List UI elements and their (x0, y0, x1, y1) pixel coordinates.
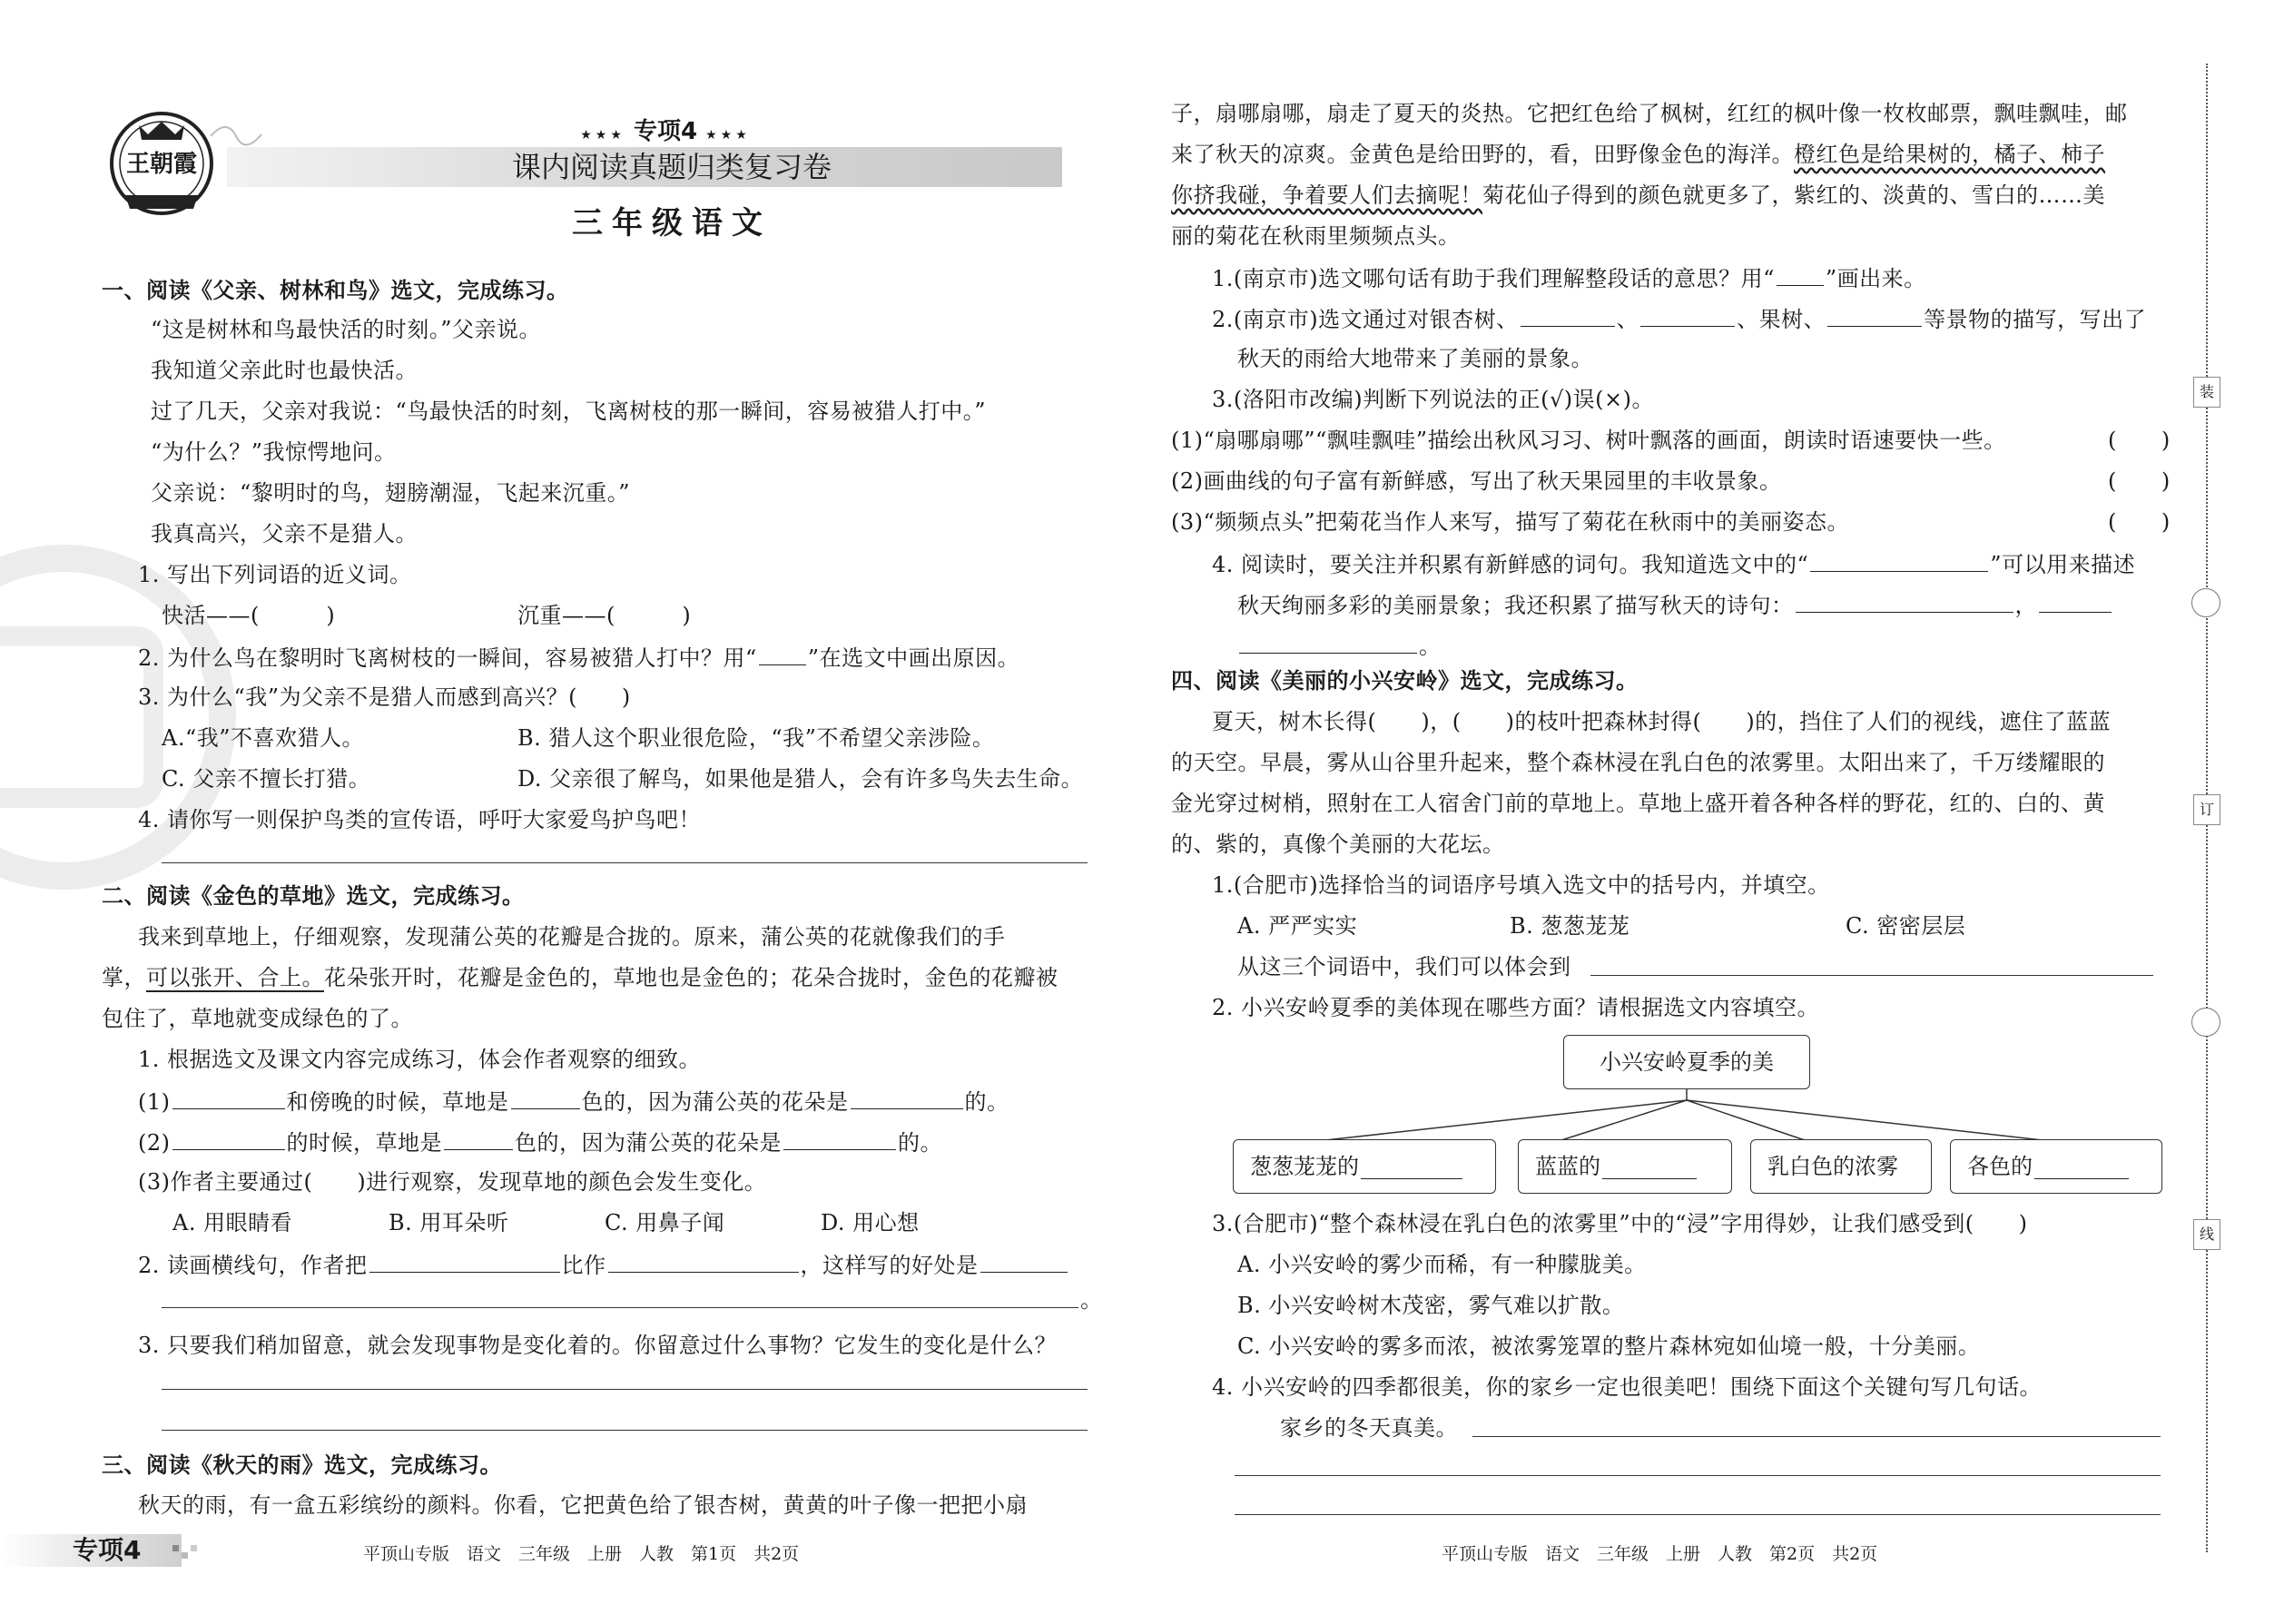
s3-q2-blank-c[interactable] (1827, 302, 1922, 327)
s2-q1-1-text-c: 的。 (964, 1089, 1009, 1115)
s3-q1-underline-sample (1777, 261, 1824, 286)
section-4-heading: 四、阅读《美丽的小兴安岭》选文，完成练习。 (1171, 668, 1639, 694)
s2-para-2-start: 掌， (102, 965, 146, 990)
s3-q2-text-b: 、 (1616, 307, 1639, 332)
s3-q3-statement-3: (3)“频频点头”把菊花当作人来写，描写了菊花在秋雨中的美丽姿态。 (1171, 509, 1850, 535)
s2-q2-blank-a[interactable] (369, 1248, 560, 1273)
s2-para-2-rest: 花朵张开时，花瓣是金色的，草地也是金色的；花朵合拢时，金色的花瓣被 (324, 965, 1058, 990)
s1-question-4: 4. 请你写一则保护鸟类的宣传语，呼吁大家爱鸟护鸟吧！ (138, 807, 702, 832)
s3-q3-statement-1: (1)“扇哪扇哪”“飘哇飘哇”描绘出秋风习习、树叶飘落的画面，朗读时语速要快一些。 (1171, 428, 2006, 453)
s4-q1-option-a[interactable]: A. 严严实实 (1237, 913, 1358, 939)
subject-title: 三年级语文 (572, 205, 772, 241)
section-1-heading: 一、阅读《父亲、树林和鸟》选文，完成练习。 (102, 278, 569, 303)
logo-text: 王朝霞 (125, 151, 197, 178)
diagram-root-box (1563, 1035, 1810, 1089)
s2-q1-1-blank-b[interactable] (511, 1085, 580, 1109)
s1-para-2: 我知道父亲此时也最快活。 (151, 358, 418, 383)
s2-q1-3-option-c[interactable]: C. 用鼻子闻 (605, 1210, 725, 1235)
diagram-box-1-blank[interactable] (1361, 1155, 1462, 1179)
s1-para-3: 过了几天，父亲对我说：“鸟最快活的时刻，飞离树枝的那一瞬间，容易被猎人打中。” (151, 399, 987, 424)
footer-right: 平顶山专版 语文 三年级 上册 人教 第2页 共2页 (1442, 1544, 1878, 1564)
s3-q1-text-a: 1.(南京市)选文哪句话有助于我们理解整段话的意思？用“ (1212, 266, 1775, 291)
section-2-heading: 二、阅读《金色的草地》选文，完成练习。 (102, 883, 525, 909)
s1-question-2 (138, 641, 1019, 674)
s2-para-1: 我来到草地上，仔细观察，发现蒲公英的花瓣是合拢的。原来，蒲公英的花就像我们的手 (138, 924, 1006, 950)
s2-q2-end: 。 (1080, 1287, 1103, 1313)
s3-wavy-sentence-a: 橙红色是给果树的，橘子、柿子 (1794, 142, 2105, 167)
s1-q3-option-a[interactable]: A.“我”不喜欢猎人。 (162, 725, 364, 751)
s3-wavy-sentence-b: 你挤我碰，争着要人们去摘呢！ (1171, 182, 1482, 208)
s3-para-5: 丽的菊花在秋雨里频频点头。 (1171, 223, 1461, 249)
s1-q2-underline-sample (759, 641, 806, 665)
s1-q2-text-a: 2. 为什么鸟在黎明时飞离树枝的一瞬间，容易被猎人打中？用“ (138, 645, 757, 671)
s3-q3-paren-3[interactable]: ( ) (2108, 509, 2171, 535)
s1-q1-item-a[interactable]: 快活——( ) (162, 603, 336, 628)
s3-q2-continuation: 秋天的雨给大地带来了美丽的景象。 (1237, 346, 1593, 371)
s1-para-4: “为什么？”我惊愕地问。 (151, 439, 397, 465)
page-title: 课内阅读真题归类复习卷 (511, 150, 832, 184)
s2-q1-3-option-a[interactable]: A. 用眼睛看 (172, 1210, 293, 1235)
s4-para-4: 的、紫的，真像个美丽的大花坛。 (1171, 832, 1505, 857)
s1-q3-option-b[interactable]: B. 猎人这个职业很危险，“我”不希望父亲涉险。 (517, 725, 995, 751)
diagram-box-1[interactable] (1233, 1139, 1496, 1194)
s2-q2-blank-c[interactable] (980, 1248, 1068, 1273)
s3-para-3-start: 来了秋天的凉爽。金黄色是给田野的，看，田野像金色的海洋。 (1171, 142, 1794, 167)
s3-para-1: 秋天的雨，有一盒五彩缤纷的颜料。你看，它把黄色给了银杏树，黄黄的叶子像一把把小扇 (138, 1492, 1028, 1518)
section-3-heading: 三、阅读《秋天的雨》选文，完成练习。 (102, 1452, 502, 1478)
s3-q4-end: 。 (1419, 634, 1442, 659)
s2-question-3: 3. 只要我们稍加留意，就会发现事物是变化着的。你留意过什么事物？它发生的变化是什么？ (138, 1333, 1058, 1358)
s4-q4-answer-line-3[interactable] (1235, 1514, 2161, 1515)
s4-q3-option-b[interactable]: B. 小兴安岭树木茂密，雾气难以扩散。 (1237, 1293, 1625, 1318)
s3-question-2 (1212, 302, 2146, 335)
s3-q4-text-a: 4. 阅读时，要关注并积累有新鲜感的词句。我知道选文中的“ (1212, 552, 1809, 577)
s3-q1-text-b: ”画出来。 (1825, 266, 1926, 291)
s1-q3-option-d[interactable]: D. 父亲很了解鸟，如果他是猎人，会有许多鸟失去生命。 (517, 766, 1084, 792)
s3-q4-blank-d[interactable] (1239, 629, 1417, 654)
s4-q4-key-sentence: 家乡的冬天真美。 (1280, 1415, 1458, 1441)
s2-q1-1-text-b: 色的，因为蒲公英的花朵是 (581, 1089, 849, 1115)
s3-q4-text-c: 秋天绚丽多彩的美丽景象；我还积累了描写秋天的诗句： (1237, 593, 1794, 618)
s2-q1-1-blank-a[interactable] (172, 1085, 285, 1109)
footer-left: 平顶山专版 语文 三年级 上册 人教 第1页 共2页 (363, 1544, 800, 1564)
s2-q1-2-text-b: 色的，因为蒲公英的花朵是 (515, 1130, 782, 1156)
s2-q3-answer-line-2[interactable] (162, 1430, 1088, 1431)
s4-para-1: 夏天，树木长得( )，( )的枝叶把森林封得( )的，挡住了人们的视线，遮住了蓝蓝 (1212, 709, 2112, 734)
s1-q2-text-b: ”在选文中画出原因。 (807, 645, 1020, 671)
binding-hole-2 (2191, 1008, 2220, 1037)
diagram-box-4[interactable] (1950, 1139, 2162, 1194)
s3-q3-paren-2[interactable]: ( ) (2108, 468, 2171, 494)
s2-q1-2-num: (2) (138, 1130, 171, 1156)
s3-q2-blank-a[interactable] (1521, 302, 1615, 327)
s2-q1-2-blank-b[interactable] (444, 1126, 513, 1150)
s3-question-1 (1212, 261, 1926, 294)
s3-q4-line-2 (1237, 588, 2113, 621)
s4-q4-answer-line-1[interactable] (1472, 1436, 2161, 1437)
s2-q1-1-num: (1) (138, 1089, 171, 1115)
s4-para-2: 的天空。早晨，雾从山谷里升起来，整个森林浸在乳白色的浓雾里。太阳出来了，千万缕耀眼的 (1171, 750, 2105, 775)
s4-q1-fill: 从这三个词语中，我们可以体会到 (1237, 954, 1571, 979)
s1-q3-option-c[interactable]: C. 父亲不擅长打猎。 (162, 766, 371, 792)
binding-char-1-box (2193, 377, 2220, 408)
s2-para-2 (102, 962, 1058, 993)
s2-question-1: 1. 根据选文及课文内容完成练习，体会作者观察的细致。 (138, 1047, 702, 1072)
s1-question-1: 1. 写出下列词语的近义词。 (138, 562, 412, 587)
binding-char-3: 线 (2199, 1225, 2214, 1243)
s4-question-1: 1.(合肥市)选择恰当的词语序号填入选文中的括号内，并填空。 (1212, 872, 1830, 898)
s3-q3-paren-1[interactable]: ( ) (2108, 428, 2171, 453)
s2-q1-2-blank-a[interactable] (172, 1126, 285, 1150)
s2-q1-item-3[interactable]: (3)作者主要通过( )进行观察，发现草地的颜色会发生变化。 (138, 1169, 767, 1195)
s2-q2-blank-b[interactable] (608, 1248, 799, 1273)
s3-q4-blank-a[interactable] (1810, 547, 1988, 572)
diagram-box-4-label: 各色的 (1967, 1154, 2033, 1179)
s2-q1-2-text-a: 的时候，草地是 (286, 1130, 442, 1156)
diagram-box-4-blank[interactable] (2034, 1155, 2129, 1179)
s1-q4-answer-line[interactable] (162, 862, 1088, 863)
s2-q1-3-option-d[interactable]: D. 用心想 (821, 1210, 920, 1235)
diagram-connectors (1198, 1089, 2179, 1144)
s2-q1-3-option-b[interactable]: B. 用耳朵听 (389, 1210, 509, 1235)
diagram-box-1-label: 葱葱茏茏的 (1250, 1154, 1359, 1179)
s1-para-6: 我真高兴，父亲不是猎人。 (151, 521, 418, 546)
s3-q4-line-3 (1237, 629, 1442, 662)
s4-q3-option-c[interactable]: C. 小兴安岭的雾多而浓，被浓雾笼罩的整片森林宛如仙境一般，十分美丽。 (1237, 1334, 1981, 1359)
s1-q1-item-b[interactable]: 沉重——( ) (517, 603, 692, 628)
s4-para-3: 金光穿过树梢，照射在工人宿舍门前的草地上。草地上盛开着各种各样的野花，红的、白的、黄 (1171, 791, 2105, 816)
diagram-box-3-label: 乳白色的浓雾 (1767, 1154, 1898, 1179)
binding-hole-1 (2191, 588, 2220, 617)
diagram-box-3[interactable] (1750, 1139, 1932, 1194)
s3-q4-comma: ， (2014, 593, 2037, 618)
s3-question-3: 3.(洛阳市改编)判断下列说法的正(√)误(×)。 (1212, 387, 1654, 412)
footer-tag: 专项4 (73, 1535, 142, 1565)
s2-q1-1-blank-c[interactable] (851, 1085, 963, 1109)
binding-char-2: 订 (2199, 801, 2214, 818)
diagram-box-2[interactable] (1518, 1139, 1732, 1194)
binding-char-1: 装 (2199, 383, 2214, 400)
s2-q1-item-1 (138, 1085, 1009, 1117)
s3-q4-text-b: ”可以用来描述 (1990, 552, 2136, 577)
s3-q2-text-d: 等景物的描写，写出了 (1924, 307, 2147, 332)
s1-para-1: “这是树林和鸟最快活的时刻。”父亲说。 (151, 317, 542, 342)
s3-para-4 (1171, 180, 2105, 211)
s4-q1-answer-line[interactable] (1590, 975, 2153, 976)
binding-char-2-box (2193, 794, 2220, 825)
s2-q1-2-text-c: 的。 (898, 1130, 942, 1156)
s2-q2-text-a: 2. 读画横线句，作者把 (138, 1253, 368, 1278)
s1-question-3[interactable]: 3. 为什么“我”为父亲不是猎人而感到高兴？( ) (138, 684, 631, 710)
s2-q3-answer-line-1[interactable] (162, 1389, 1088, 1390)
s3-q4-blank-b[interactable] (1796, 588, 2013, 613)
s2-para-3: 包住了，草地就变成绿色的了。 (102, 1006, 413, 1031)
s4-q1-option-b[interactable]: B. 葱葱茏茏 (1510, 913, 1630, 939)
diagram-box-2-blank[interactable] (1602, 1155, 1697, 1179)
s2-underlined-sentence: 可以张开、合上。 (146, 965, 324, 990)
s3-para-4-rest: 菊花仙子得到的颜色就更多了，紫红的、淡黄的、雪白的……美 (1482, 182, 2105, 208)
s4-q3-option-a[interactable]: A. 小兴安岭的雾少而稀，有一种朦胧美。 (1237, 1252, 1647, 1277)
diagram-box-2-label: 蓝蓝的 (1535, 1154, 1600, 1179)
series-label-text: 专项4 (633, 118, 698, 145)
s3-q2-text-c: 、果树、 (1737, 307, 1826, 332)
s3-q2-blank-b[interactable] (1640, 302, 1735, 327)
s2-question-2 (138, 1248, 1069, 1281)
diagram-root-label: 小兴安岭夏季的美 (1600, 1049, 1774, 1075)
s3-q4-blank-c[interactable] (2039, 588, 2112, 613)
s2-q2-text-b: 比作 (561, 1253, 606, 1278)
s4-q1-option-c[interactable]: C. 密密层层 (1846, 913, 1966, 939)
s4-question-2: 2. 小兴安岭夏季的美体现在哪些方面？请根据选文内容填空。 (1212, 995, 1820, 1020)
s4-q4-answer-line-2[interactable] (1235, 1475, 2161, 1476)
footer-dots (172, 1545, 209, 1560)
s3-q2-text-a: 2.(南京市)选文通过对银杏树、 (1212, 307, 1519, 332)
s2-q1-1-text-a: 和傍晚的时候，草地是 (286, 1089, 509, 1115)
s3-q3-statement-2: (2)画曲线的句子富有新鲜感，写出了秋天果园里的丰收景象。 (1171, 468, 1782, 494)
binding-char-3-box (2193, 1219, 2220, 1250)
s3-para-2: 子，扇哪扇哪，扇走了夏天的炎热。它把红色给了枫树，红红的枫叶像一枚枚邮票，飘哇飘哇，邮 (1171, 101, 2128, 126)
s3-para-3 (1171, 139, 2105, 170)
s2-q2-answer-line[interactable] (162, 1307, 1078, 1308)
series-label: ★★★ 专项4 ★★★ (580, 118, 751, 145)
s2-q1-2-blank-c[interactable] (783, 1126, 896, 1150)
s2-q2-text-c: ，这样写的好处是 (800, 1253, 979, 1278)
s2-q1-item-2 (138, 1126, 942, 1158)
s3-question-4 (1212, 547, 2135, 580)
logo (107, 109, 216, 218)
s4-question-3[interactable]: 3.(合肥市)“整个森林浸在乳白色的浓雾里”中的“浸”字用得妙，让我们感受到( ) (1212, 1211, 2028, 1236)
s1-para-5: 父亲说：“黎明时的鸟，翅膀潮湿，飞起来沉重。” (151, 480, 631, 506)
s4-question-4: 4. 小兴安岭的四季都很美，你的家乡一定也很美吧！围绕下面这个关键句写几句话。 (1212, 1374, 2043, 1400)
